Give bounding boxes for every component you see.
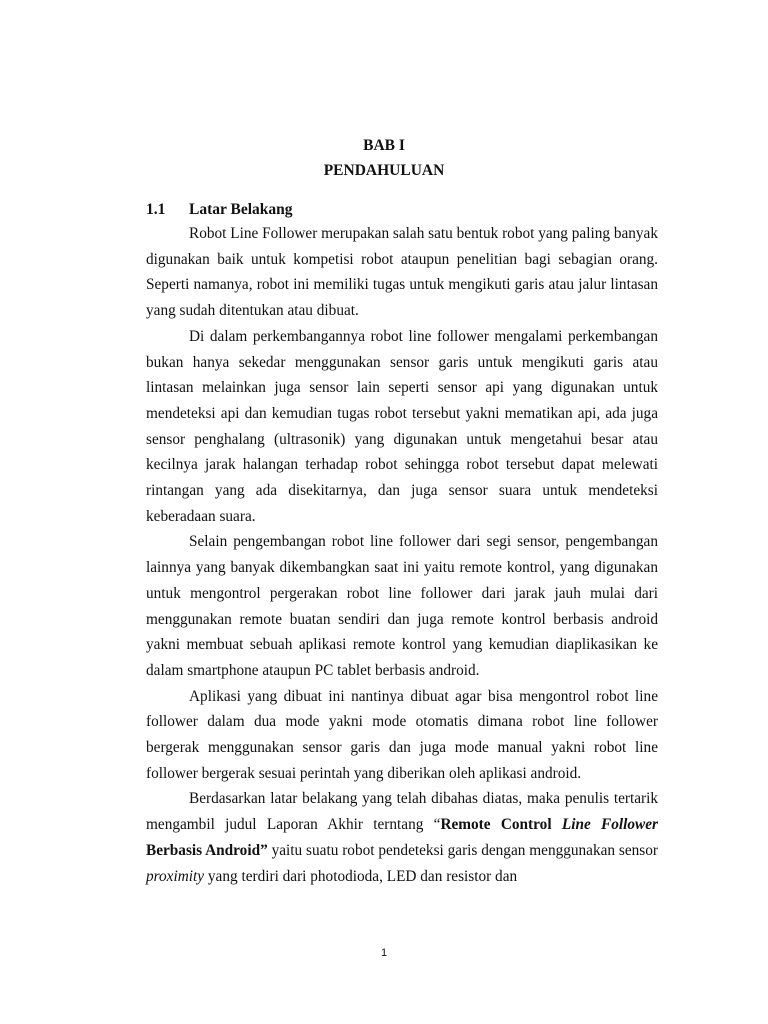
- paragraph: Aplikasi yang dibuat ini nantinya dibuat agar bisa mengontrol robot line follower dalam dua mode yakni mode otomatis dimana robot line follower bergerak menggunakan sensor garis dan juga mode manual yakni robot line follower bergerak sesuai perintah yang diberikan oleh aplikasi android.: [146, 687, 658, 782]
- paragraph-text: yang terdiri dari photodioda, LED dan resistor dan: [204, 867, 518, 885]
- paragraph: Robot Line Follower merupakan salah satu bentuk robot yang paling banyak digunakan baik untuk kompetisi robot ataupun penelitian bagi sebagian orang. Seperti namanya, robot ini memiliki tugas untuk mengikuti garis atau jalur lintasan yang sudah ditentukan atau dibuat.: [146, 225, 658, 320]
- paragraph-text: Berdasarkan latar belakang yang telah dibahas diatas, maka penulis tertarik mengambil judul Laporan Akhir terntang “: [146, 790, 658, 834]
- body-text: [146, 221, 658, 889]
- paragraph: Di dalam perkembangannya robot line follower mengalami perkembangan bukan hanya sekedar menggunakan sensor garis untuk mengikuti garis atau lintasan melainkan juga sensor lain seperti sensor api yang digunakan untuk mendeteksi api dan kemudian tugas robot tersebut yakni mematikan api, ada juga sensor penghalang (ultrasonik) yang digunakan untuk mengetahui besar atau kecilnya jarak halangan terhadap robot sehingga robot tersebut dapat melewati rintangan yang ada disekitarnya, dan juga sensor suara untuk mendeteksi keberadaan suara.: [146, 327, 658, 525]
- italic-term: proximity: [146, 867, 205, 885]
- paragraph-last: [146, 786, 658, 889]
- report-title-bold-italic: Line Follower: [561, 816, 658, 834]
- report-title-bold-end: Berbasis Android”: [146, 841, 268, 859]
- report-title-bold: Remote Control: [440, 816, 562, 834]
- section-heading: [146, 201, 293, 219]
- paragraph: Selain pengembangan robot line follower dari segi sensor, pengembangan lainnya yang banyak dikembangkan saat ini yaitu remote kontrol, yang digunakan untuk mengontrol pergerakan robot line follower dari jarak jauh mulai dari menggunakan remote buatan sendiri dan juga remote kontrol berbasis android yakni membuat sebuah aplikasi remote kontrol yang kemudian diaplikasikan ke dalam smartphone ataupun PC tablet berbasis android.: [146, 533, 658, 679]
- section-number: 1.1: [146, 201, 166, 218]
- paragraph-text: yaitu suatu robot pendeteksi garis dengan menggunakan sensor: [267, 841, 659, 859]
- page-number: 1: [380, 947, 388, 959]
- section-title: Latar Belakang: [189, 201, 293, 218]
- chapter-title: PENDAHULUAN: [323, 162, 445, 179]
- chapter-number: BAB I: [363, 137, 405, 154]
